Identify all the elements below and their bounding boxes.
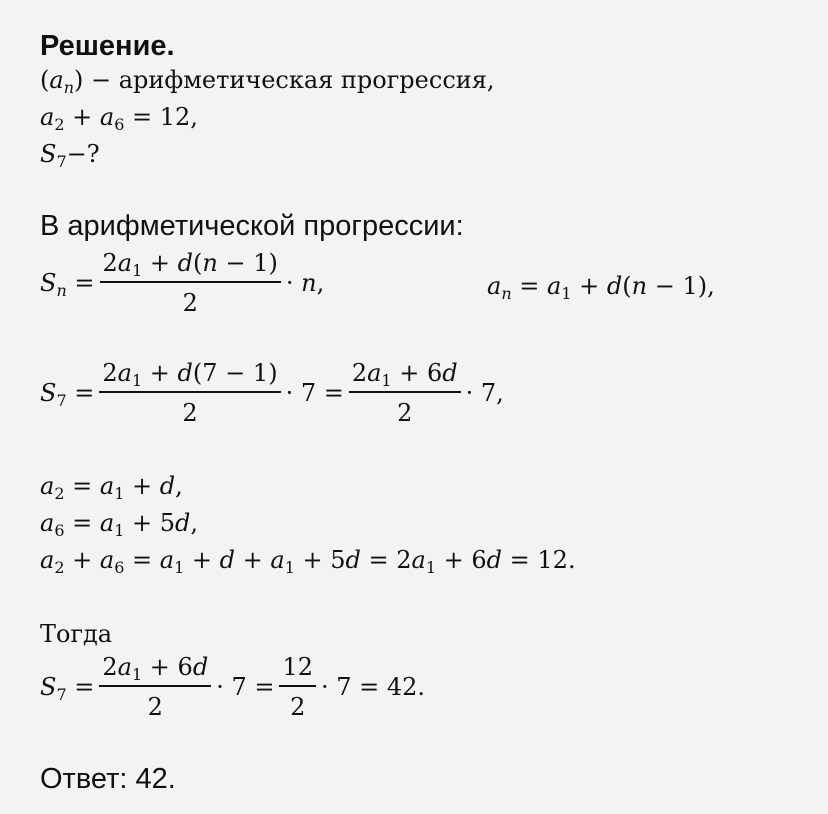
given-condition: $a_2 + a_6 = 12$, [40,103,198,134]
sum-formula: $S_n$ = $\frac{2a_1 + d(n - 1)}{2}$ · n, [40,249,325,317]
sum-a2-a6: $a_2 + a_6 = a_1 + d + a_1 + 5d = 2a_1 + 6d = 12$. [40,546,576,577]
a6-expression: $a_6 = a_1 + 5d$, [40,509,199,540]
question-text: −? [66,140,100,168]
s7-expansion: $S_7$ = $\frac{2a_1 + d(7 - 1)}{2}$ · 7 = $\frac{2a_1 + 6d}{2}$ · 7, [40,359,504,427]
a2-expression: $a_2 = a_1 + d$, [40,472,183,503]
condition-value: 12, [159,103,198,131]
given-progression: $(a_n)$ − арифметическая прогрессия, [40,66,495,97]
solution-title: Решение. [40,30,175,62]
nth-term-formula: $a_n = a_1 + d(n - 1)$, [487,272,715,303]
s7-result: $S_7$ = $\frac{2a_1 + 6d}{2}$ · 7 = $\frac{12}{2}$ · 7 = 42. [40,653,426,721]
given-question: $S_7-$? [40,140,100,171]
progression-text: − арифметическая прогрессия, [91,66,495,94]
section-intro: В арифметической прогрессии: [40,210,464,242]
answer-text: Ответ: 42. [40,763,176,795]
then-label: Тогда [40,620,113,648]
